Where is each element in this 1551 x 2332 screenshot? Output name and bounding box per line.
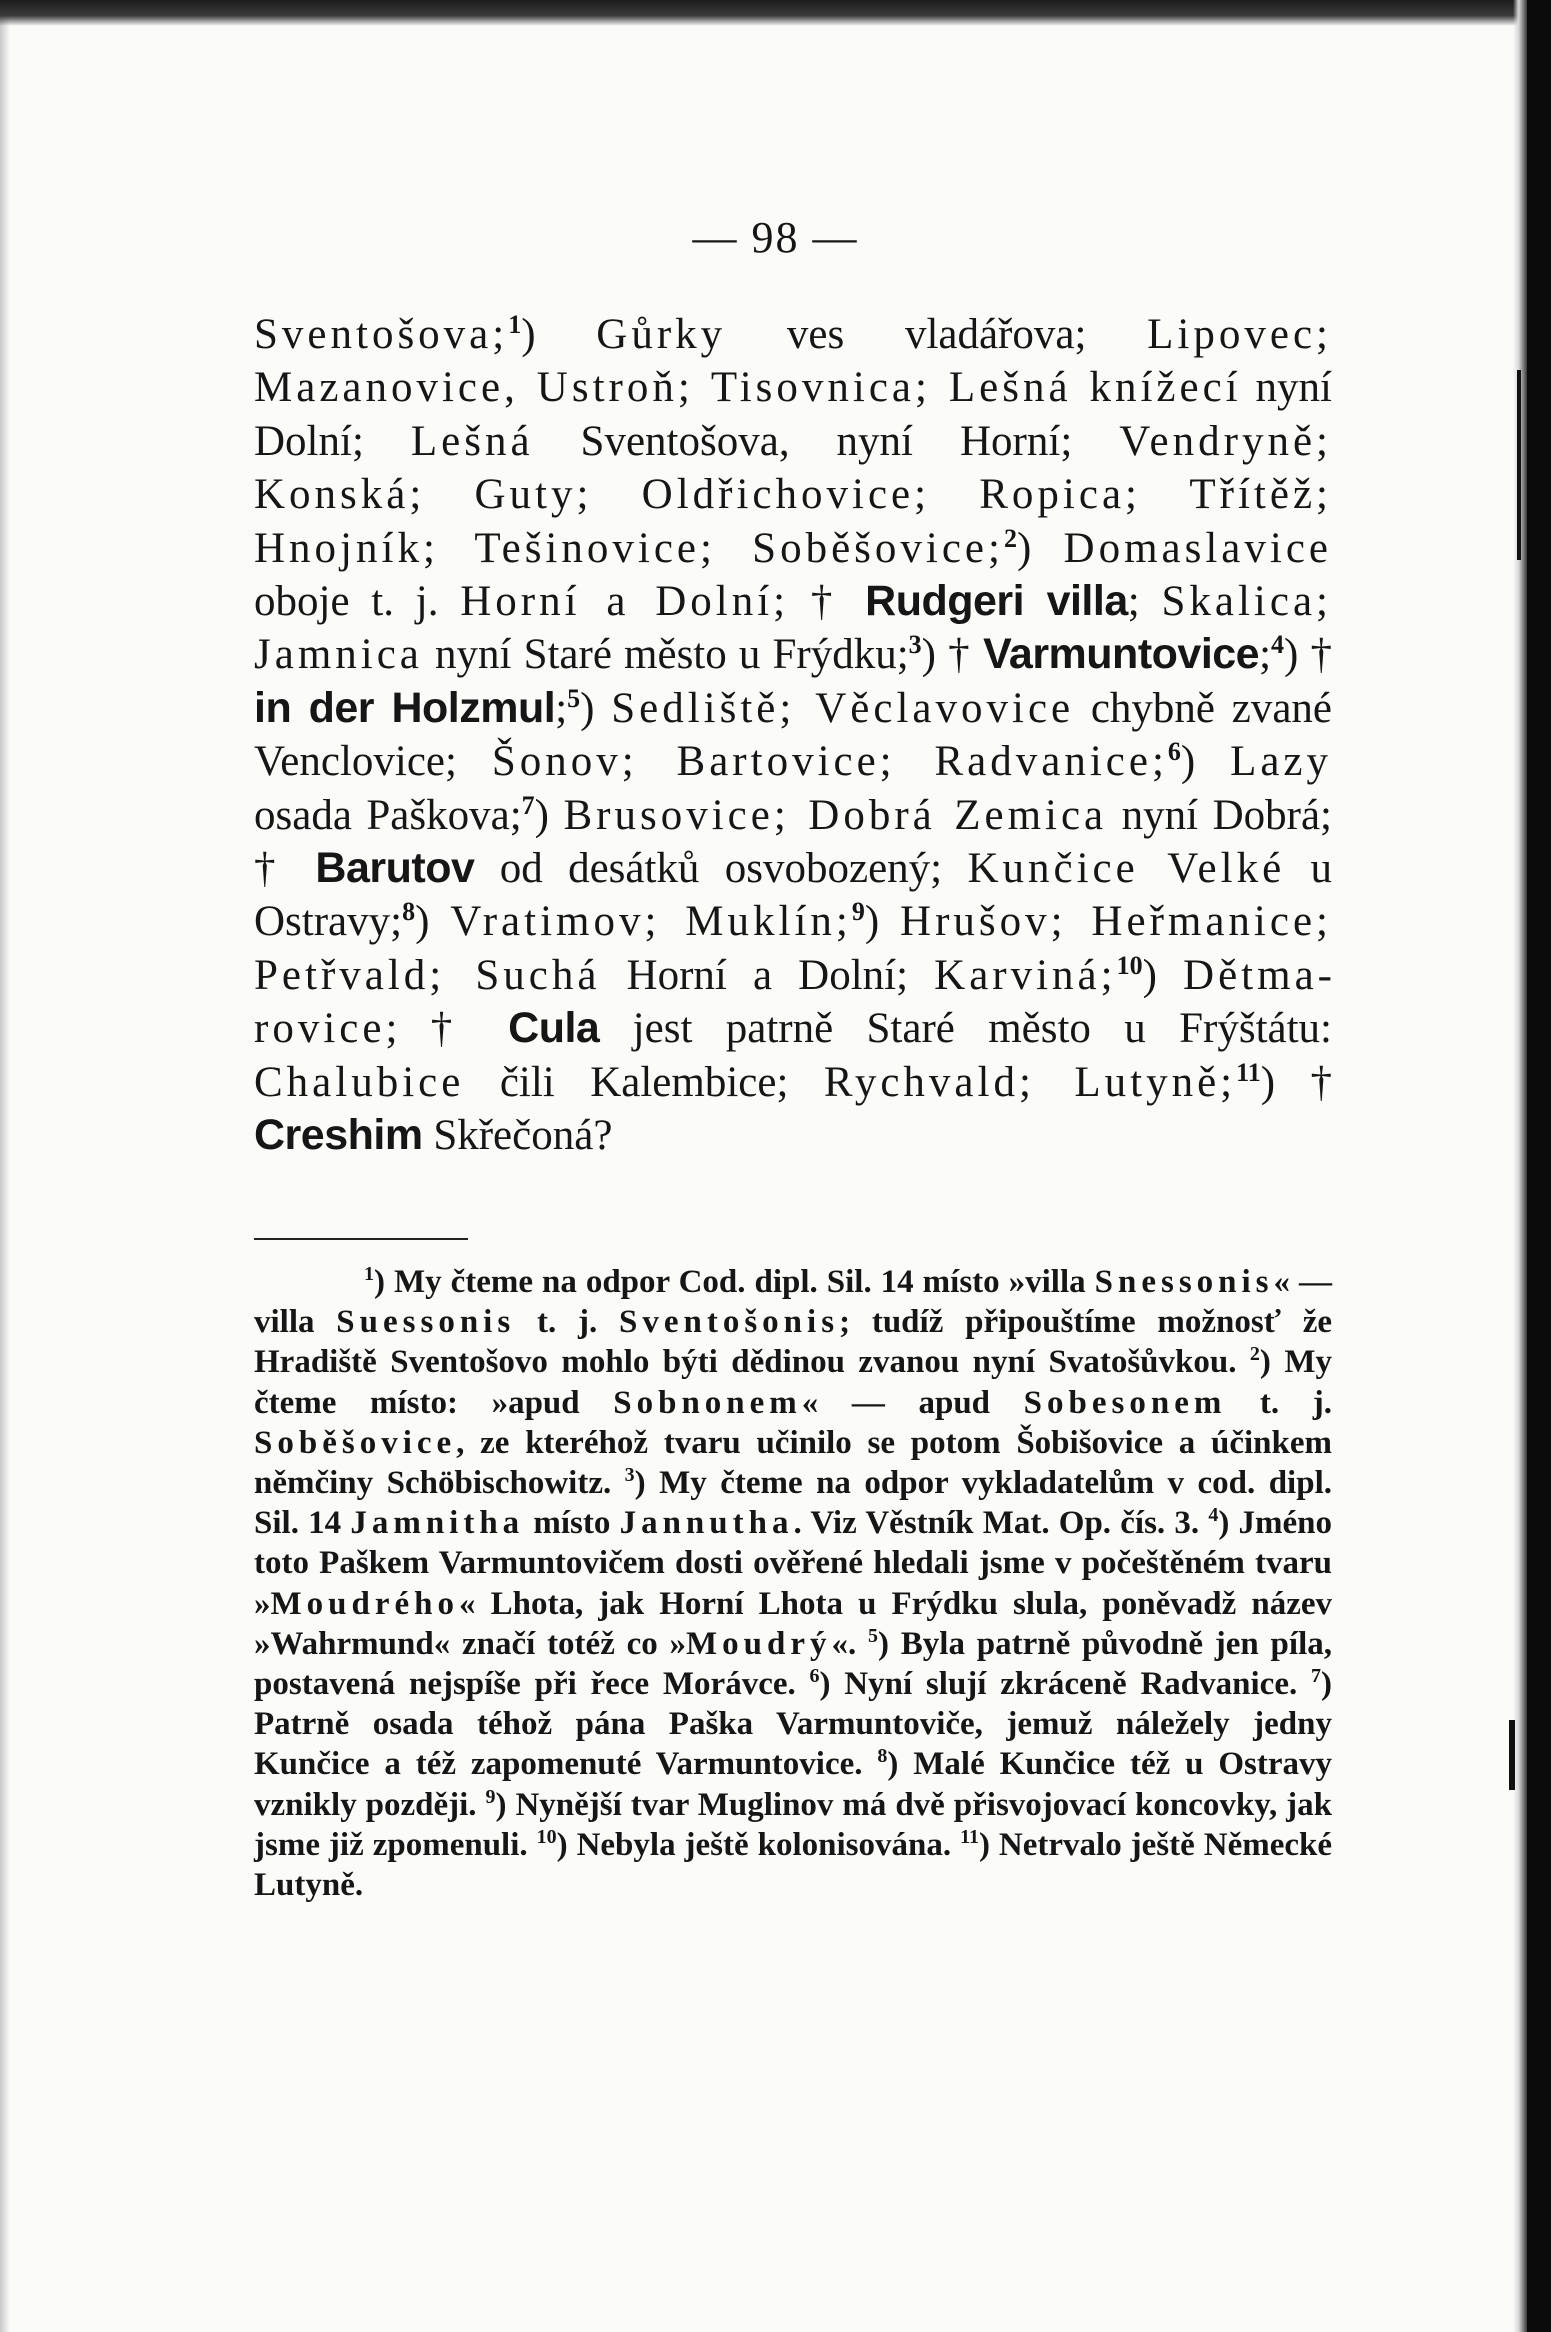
note-text: ) Jméno toto Paškem Varmuntovičem dosti ověřené hledali jsme v počeštěném tvaru » [254,1505,1332,1622]
page-top-shadow [0,0,1551,26]
footnote-number: 7 [1311,1665,1321,1688]
note-term: Moudrý [686,1625,832,1662]
text-span: chybně zvané Venclovice; [254,684,1332,786]
place-name: Domaslavice [1063,524,1332,572]
note-term: Jamnitha [350,1505,525,1542]
text-span: čili Kalembice; [464,1058,824,1106]
text-span: osada Paškova; [254,791,522,839]
note-term: Suessonis [336,1304,516,1341]
note-text: ) My čteme na odpor vykladatelům v cod. dipl. Sil. 14 [254,1465,1333,1542]
text-span: Sventošova, nyní Horní; [533,417,1120,465]
note-term: Sobnonem [613,1384,802,1421]
footnote-ref: 5 [567,683,581,713]
note-text: ) Netrvalo ještě Německé Lutyně. [254,1826,1333,1904]
footnote-number: 11 [960,1825,979,1848]
footnote-ref: 3 [908,630,922,660]
footnote-ref: 11 [1236,1057,1261,1087]
note-text: ) Malé Kunčice též u Ostravy vznikly později. [254,1746,1333,1823]
place-name: Sedliště; Věclavovice [611,684,1075,732]
page-number: — 98 — [692,213,859,262]
note-text: «. [831,1625,869,1662]
place-name: Šonov; Bartovice; Radvanice; [491,738,1168,786]
footnote-number: 10 [536,1825,557,1848]
main-text [254,308,1332,1163]
footnote-number: 6 [809,1665,820,1688]
footnote-paragraph [254,1262,1332,1905]
extinct-place-name: Rudgeri villa [865,577,1128,626]
note-term: Soběšovice [254,1424,457,1461]
note-text: « — apud [801,1384,1024,1421]
footnote-ref: 7 [521,790,535,820]
text-span: jest patrně Staré město u Frýštátu: [599,1005,1332,1053]
footnotes [254,1262,1332,1905]
note-text: ) Byla patrně původně jen píla, postavená nejspíše při řece Morávce. [254,1625,1332,1703]
note-text: . Viz Věstník Mat. Op. čís. 3. [793,1505,1209,1542]
text-span: ves vladářova; [726,311,1148,358]
note-text: ) Patrně osada téhož pána Paška Varmuntoviče, jemuž náležely jedny Kunčice a též zapomenuté Varmuntovice. [254,1666,1332,1783]
footnote-ref: 4 [1271,630,1285,660]
page-right-edge [1527,0,1551,2332]
text-span: ) [521,311,597,358]
extinct-place-name: Barutov [315,844,475,893]
footnote-ref: 6 [1167,737,1181,767]
note-text: ) Nyní slují zkráceně Radvanice. [819,1666,1311,1703]
note-text: , ze kteréhož tvaru učinilo se potom Šobišovice a účinkem němčiny Schöbischowitz. [254,1424,1332,1502]
text-span: ) [864,898,901,946]
text-span: ) [534,791,564,839]
footnote-number: 9 [485,1785,496,1808]
text-span: ; [1259,631,1272,679]
text-span: od desátků osvobozený; [474,845,968,893]
place-name: Sventošova; [254,311,509,358]
note-text: « — villa [254,1264,1333,1341]
note-text: ) Nynější tvar Muglinov má dvě přisvojovací koncovky, jak jsme již zpomenuli. [254,1786,1332,1863]
place-name: Lipovec; Mazanovice, Ustroň; Tisovnica; Lešná knížecí [254,311,1332,412]
place-name: Lazy [1230,738,1332,786]
note-term: Sobesonem [1023,1384,1227,1421]
footnote-number: 1 [364,1263,374,1285]
note-term: Jannutha [619,1505,794,1542]
place-name: Dětmarovice [254,951,1332,1053]
footnote-ref: 8 [402,897,416,927]
footnote-ref: 2 [1003,523,1017,553]
note-text: ; tudíž připouštíme možnosť že Hradiště Sventošovo mohlo býti dědinou zvanou nyní Svatošůvkou. [254,1304,1332,1381]
note-text: ) My čteme na odpor Cod. dipl. Sil. 14 místo »villa [374,1264,1095,1300]
text-span: nyní Dolní; [254,364,1332,465]
note-text: ) My čteme místo: »apud [254,1344,1332,1421]
text-span: ) [1016,524,1064,572]
text-span: ) † [921,631,984,679]
note-text: místo [524,1505,620,1542]
place-name: Kunčice Velké [967,845,1286,893]
footnote-number: 3 [624,1464,635,1487]
place-name: Hrušov; Heřmanice; Petřvald; Suchá [254,898,1332,999]
place-name: Vratimov; Muklín; [450,898,852,946]
text-span: † [789,578,866,626]
footnote-ref: 1 [508,310,522,339]
footnote-number: 4 [1208,1504,1219,1527]
text-span: u Ostravy; [254,845,1333,946]
text-span: ) † [1284,631,1332,679]
text-span: Skřečoná? [422,1112,613,1160]
text-span: ; [555,684,568,732]
place-name: Skalica; Jamnica [254,578,1332,679]
extinct-place-name: in der Holzmul [254,683,556,732]
place-name: Vendryně; Konská; Guty; Oldřichovice; Ropica; Třítěž; Hnojník; Tešinovice; Soběšovice; [254,417,1332,572]
extinct-place-name: Varmuntovice [983,630,1260,679]
footnote-ref: 10 [1116,950,1143,980]
note-term: Snessonis [1094,1264,1274,1300]
text-span: ) [1180,738,1231,786]
place-name: Chalubice [254,1058,465,1106]
page-gutter-shadow [1513,0,1527,2332]
text-span: ; [1127,578,1162,626]
note-text: « Lhota, jak Horní Lhota u Frýdku slula, poněvadž název »Wahrmund« značí totéž co » [254,1585,1332,1662]
place-name: Brusovice; Dobrá Zemica [563,791,1108,839]
margin-mark [1517,370,1521,560]
text-span: ) † [1260,1058,1332,1106]
text-span: Horní a Dolní; [600,951,935,999]
text-span: nyní Staré město u Frýdku; [422,631,909,679]
text-span: ) [1142,951,1184,999]
footnote-number: 8 [877,1745,888,1768]
margin-mark [1509,1720,1515,1790]
text-span: ; † [385,1005,509,1053]
extinct-place-name: Cula [508,1004,600,1053]
note-term: Moudrého [270,1585,459,1622]
note-text: t. j. [515,1304,619,1341]
extinct-place-name: Creshim [254,1111,423,1160]
text-span: ) [580,684,612,732]
paragraph [254,308,1332,1163]
note-text: ) Nebyla ještě kolonisována. [556,1826,961,1863]
text-span: ) [415,898,451,946]
place-name: Gůrky [596,311,727,358]
footnote-separator [254,1238,468,1240]
place-name: Horní a Dolní; [460,578,790,626]
page-left-shadow [0,0,10,2332]
text-span: oboje t. j. [254,578,461,626]
note-text: t. j. [1226,1384,1332,1421]
place-name: Rychvald; Lutyně; [823,1058,1237,1106]
text-span: nyní Dobrá; † [254,791,1332,893]
place-name: Lešná [410,417,534,465]
place-name: Karviná; [934,951,1117,999]
footnote-number: 5 [868,1624,879,1647]
note-term: Sventošonis [619,1304,840,1341]
footnote-number: 2 [1249,1343,1260,1366]
footnote-ref: 9 [851,897,865,927]
